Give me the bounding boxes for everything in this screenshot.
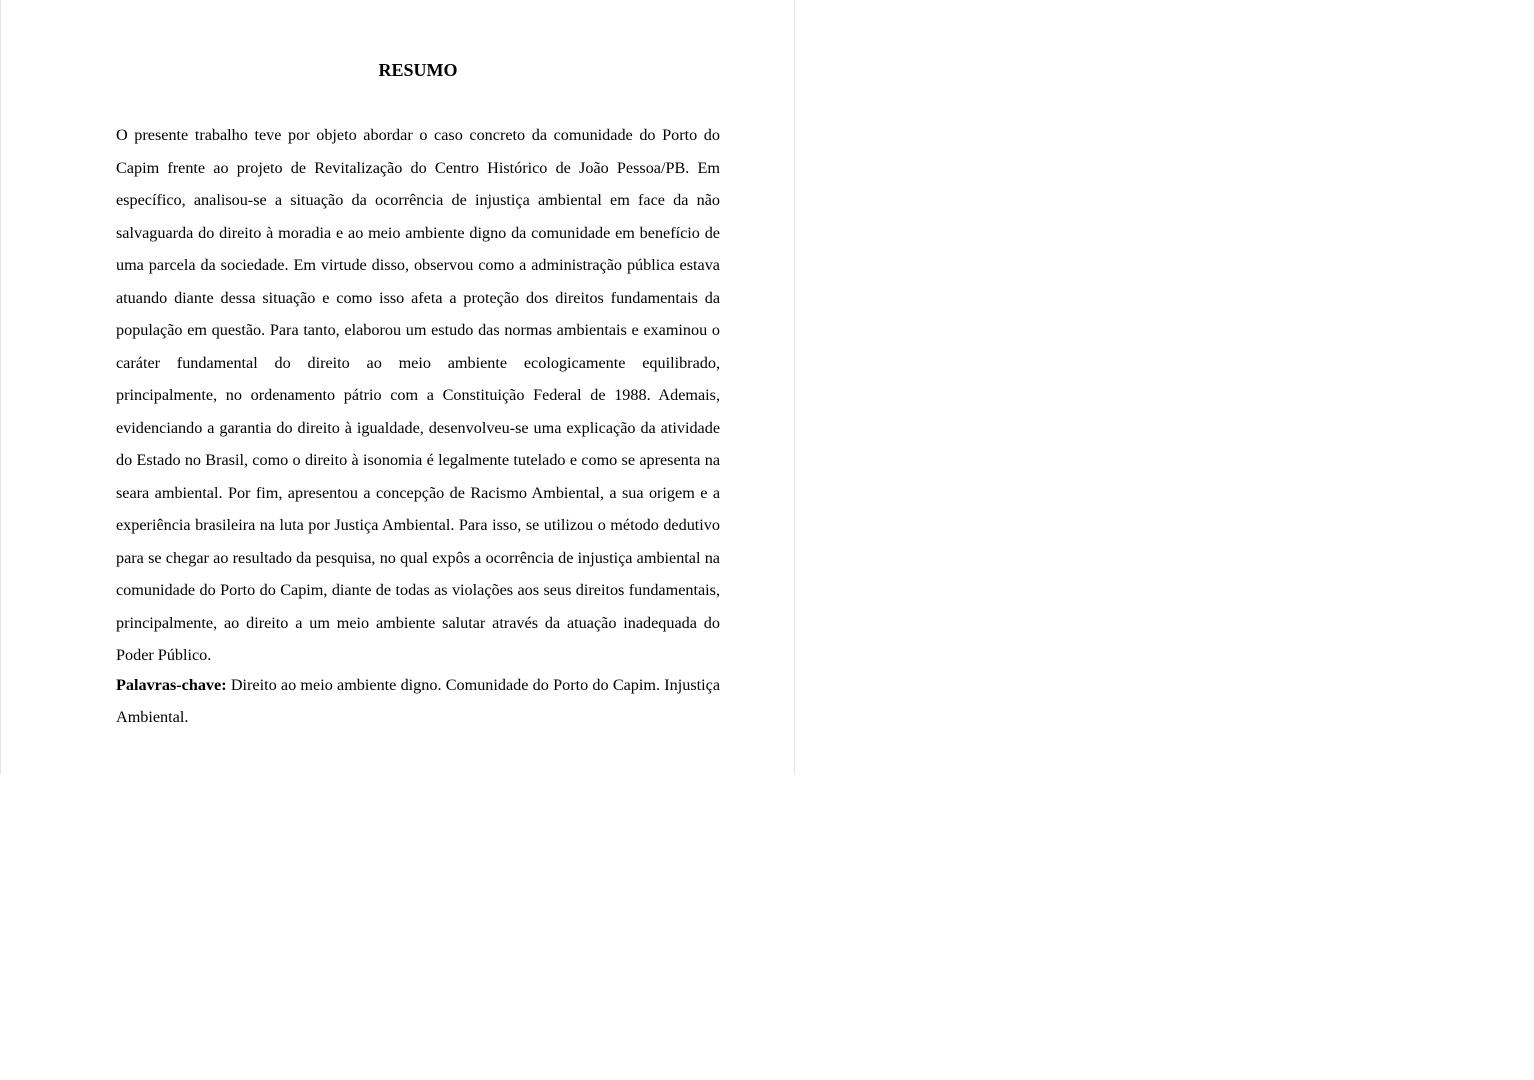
- keywords-label: Palavras-chave:: [116, 676, 227, 694]
- document-page: [0, 0, 795, 774]
- abstract-paragraph: O presente trabalho teve por objeto abordar o caso concreto da comunidade do Porto do Capim frente ao projeto de Revitalização do Centro Histórico de João Pessoa/PB. Em específico, analisou-se a situação da ocorrência de injustiça ambiental em face da não salvaguarda do direito à moradia e ao meio ambiente digno da comunidade em benefício de uma parcela da sociedade. Em virtude disso, observou como a administração pública estava atuando diante dessa situação e como isso afeta a proteção dos direitos fundamentais da população em questão. Para tanto, elaborou um estudo das normas ambientais e examinou o caráter fundamental do direito ao meio ambiente ecologicamente equilibrado, principalmente, no ordenamento pátrio com a Constituição Federal de 1988. Ademais, evidenciando a garantia do direito à igualdade, desenvolveu-se uma explicação da atividade do Estado no Brasil, como o direito à isonomia é legalmente tutelado e como se apresenta na seara ambiental. Por fim, apresentou a concepção de Racismo Ambiental, a sua origem e a experiência brasileira na luta por Justiça Ambiental. Para isso, se utilizou o método dedutivo para se chegar ao resultado da pesquisa, no qual expôs a ocorrência de injustiça ambiental na comunidade do Porto do Capim, diante de todas as violações aos seus direitos fundamentais, principalmente, ao direito a um meio ambiente salutar através da atuação inadequada do Poder Público.: [116, 126, 720, 664]
- keywords-text: Direito ao meio ambiente digno. Comunidade do Porto do Capim. Injustiça Ambiental.: [116, 676, 721, 726]
- keywords-paragraph: [116, 669, 720, 733]
- page-title: RESUMO: [378, 60, 458, 80]
